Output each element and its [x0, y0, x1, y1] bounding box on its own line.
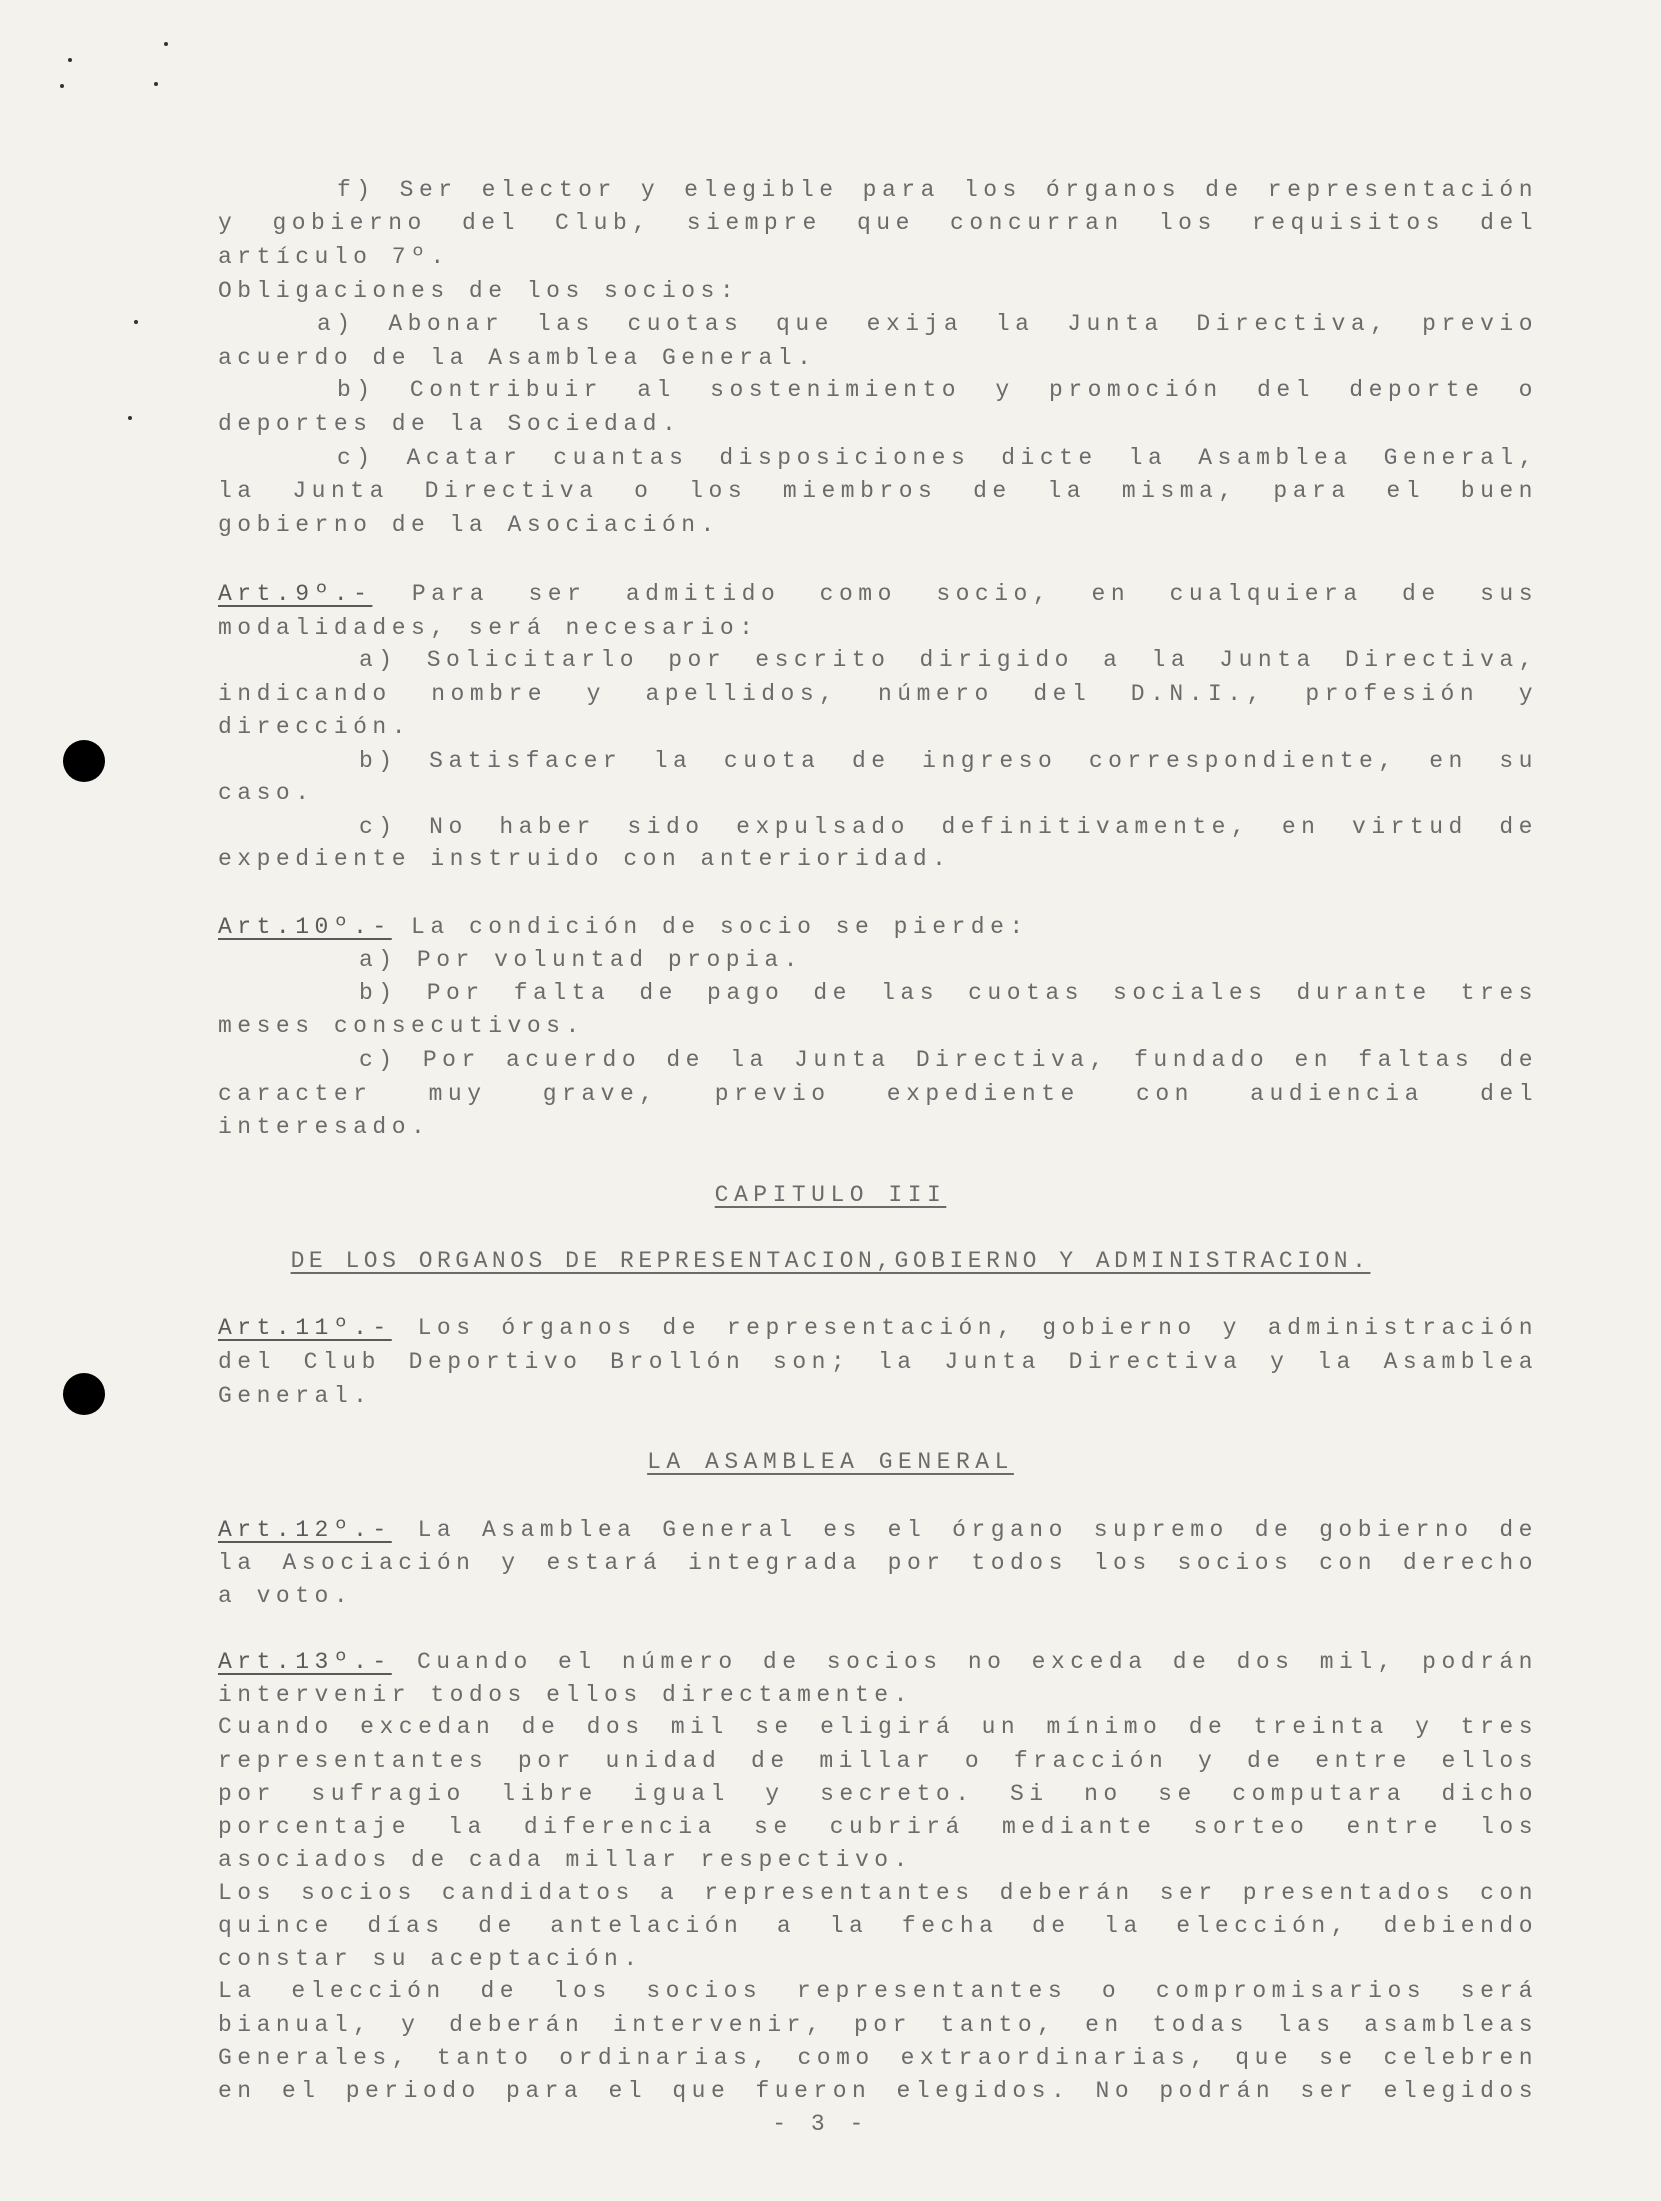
- text-line: a) Solicitarlo por escrito dirigido a la Junta Directiva,: [359, 647, 1538, 673]
- text-line: indicando nombre y apellidos, número del D.N.I., profesión y: [218, 681, 1538, 707]
- text-line: la Asociación y estará integrada por todos los socios con derecho: [218, 1550, 1538, 1576]
- paper-speck: [128, 416, 132, 420]
- text-line: interesado.: [218, 1114, 431, 1140]
- text-segment: Para ser admitido como socio, en cualquiera de sus: [372, 581, 1538, 607]
- text-line: c) Acatar cuantas disposiciones dicte la Asamblea General,: [337, 445, 1538, 471]
- page-number: - 3 -: [772, 2111, 869, 2137]
- text-line: intervenir todos ellos directamente.: [218, 1682, 913, 1708]
- section-heading: [0, 1446, 1661, 1479]
- chapter-title-text: DE LOS ORGANOS DE REPRESENTACION,GOBIERNO Y ADMINISTRACION.: [290, 1248, 1371, 1274]
- article-10-line: [218, 911, 1538, 944]
- text-line: modalidades, será necesario:: [218, 615, 759, 641]
- text-line: representantes por unidad de millar o fracción y de entre ellos: [218, 1748, 1538, 1774]
- punch-hole: [63, 1373, 105, 1415]
- text-line: Los socios candidatos a representantes deberán ser presentados con: [218, 1880, 1538, 1906]
- chapter-heading: [0, 1179, 1661, 1212]
- paper-speck: [134, 320, 138, 324]
- text-segment: Cuando el número de socios no exceda de dos mil, podrán: [391, 1649, 1538, 1675]
- paper-speck: [60, 84, 64, 88]
- paper-speck: [154, 82, 158, 86]
- text-line: c) Por acuerdo de la Junta Directiva, fundado en faltas de: [359, 1047, 1538, 1073]
- text-segment: Los órganos de representación, gobierno y administración: [391, 1315, 1538, 1341]
- text-segment: La condición de socio se pierde:: [391, 914, 1029, 940]
- text-line: bianual, y deberán intervenir, por tanto, en todas las asambleas: [218, 2012, 1538, 2038]
- text-line: b) Satisfacer la cuota de ingreso correspondiente, en su: [359, 748, 1538, 774]
- text-line: Cuando excedan de dos mil se eligirá un mínimo de treinta y tres: [218, 1714, 1538, 1740]
- text-line: porcentaje la diferencia se cubrirá mediante sorteo entre los: [218, 1814, 1538, 1840]
- paper-speck: [164, 42, 168, 46]
- text-line: del Club Deportivo Brollón son; la Junta Directiva y la Asamblea: [218, 1349, 1538, 1375]
- text-segment: La Asamblea General es el órgano supremo de gobierno de: [391, 1517, 1538, 1543]
- text-line: la Junta Directiva o los miembros de la misma, para el buen: [218, 478, 1538, 504]
- paper-speck: [68, 58, 72, 62]
- article-label: Art.12º.-: [218, 1517, 392, 1543]
- text-line: meses consecutivos.: [218, 1013, 585, 1039]
- text-line: acuerdo de la Asamblea General.: [218, 345, 817, 371]
- article-11-line: [218, 1312, 1538, 1345]
- punch-hole: [63, 740, 105, 782]
- text-line: a voto.: [218, 1583, 354, 1609]
- text-line: Generales, tanto ordinarias, como extraordinarias, que se celebren: [218, 2045, 1538, 2071]
- text-line: quince días de antelación a la fecha de la elección, debiendo: [218, 1913, 1538, 1939]
- article-label: Art.9º.-: [218, 581, 373, 607]
- text-line: c) No haber sido expulsado definitivamente, en virtud de: [359, 814, 1538, 840]
- section-heading-text: LA ASAMBLEA GENERAL: [647, 1449, 1014, 1475]
- text-line: gobierno de la Asociación.: [218, 512, 720, 538]
- article-13-line: [218, 1646, 1538, 1679]
- text-line: en el periodo para el que fueron elegidos. No podrán ser elegidos: [218, 2078, 1538, 2104]
- text-line: constar su aceptación.: [218, 1946, 643, 1972]
- text-line: a) Por voluntad propia.: [359, 947, 803, 973]
- text-line: La elección de los socios representantes o compromisarios será: [218, 1978, 1538, 2004]
- article-12-line: [218, 1514, 1538, 1547]
- text-line: asociados de cada millar respectivo.: [218, 1847, 913, 1873]
- text-line: caracter muy grave, previo expediente con audiencia del: [218, 1081, 1538, 1107]
- text-line: por sufragio libre igual y secreto. Si no se computara dicho: [218, 1781, 1538, 1807]
- text-line: b) Contribuir al sostenimiento y promoción del deporte o: [337, 377, 1538, 403]
- text-line: General.: [218, 1383, 373, 1409]
- text-line: artículo 7º.: [218, 244, 450, 270]
- article-9-line: [218, 578, 1538, 611]
- text-line: dirección.: [218, 714, 412, 740]
- text-line: Obligaciones de los socios:: [218, 278, 740, 304]
- text-line: y gobierno del Club, siempre que concurran los requisitos del: [218, 210, 1538, 236]
- text-line: caso.: [218, 780, 315, 806]
- text-line: f) Ser elector y elegible para los órganos de representación: [337, 177, 1538, 203]
- chapter-title: [0, 1245, 1661, 1278]
- text-line: expediente instruido con anterioridad.: [218, 846, 952, 872]
- article-label: Art.13º.-: [218, 1649, 392, 1675]
- article-label: Art.11º.-: [218, 1315, 392, 1341]
- text-line: deportes de la Sociedad.: [218, 411, 682, 437]
- article-label: Art.10º.-: [218, 914, 392, 940]
- text-line: a) Abonar las cuotas que exija la Junta Directiva, previo: [317, 311, 1538, 337]
- text-line: b) Por falta de pago de las cuotas sociales durante tres: [359, 980, 1538, 1006]
- chapter-label: CAPITULO III: [714, 1182, 947, 1208]
